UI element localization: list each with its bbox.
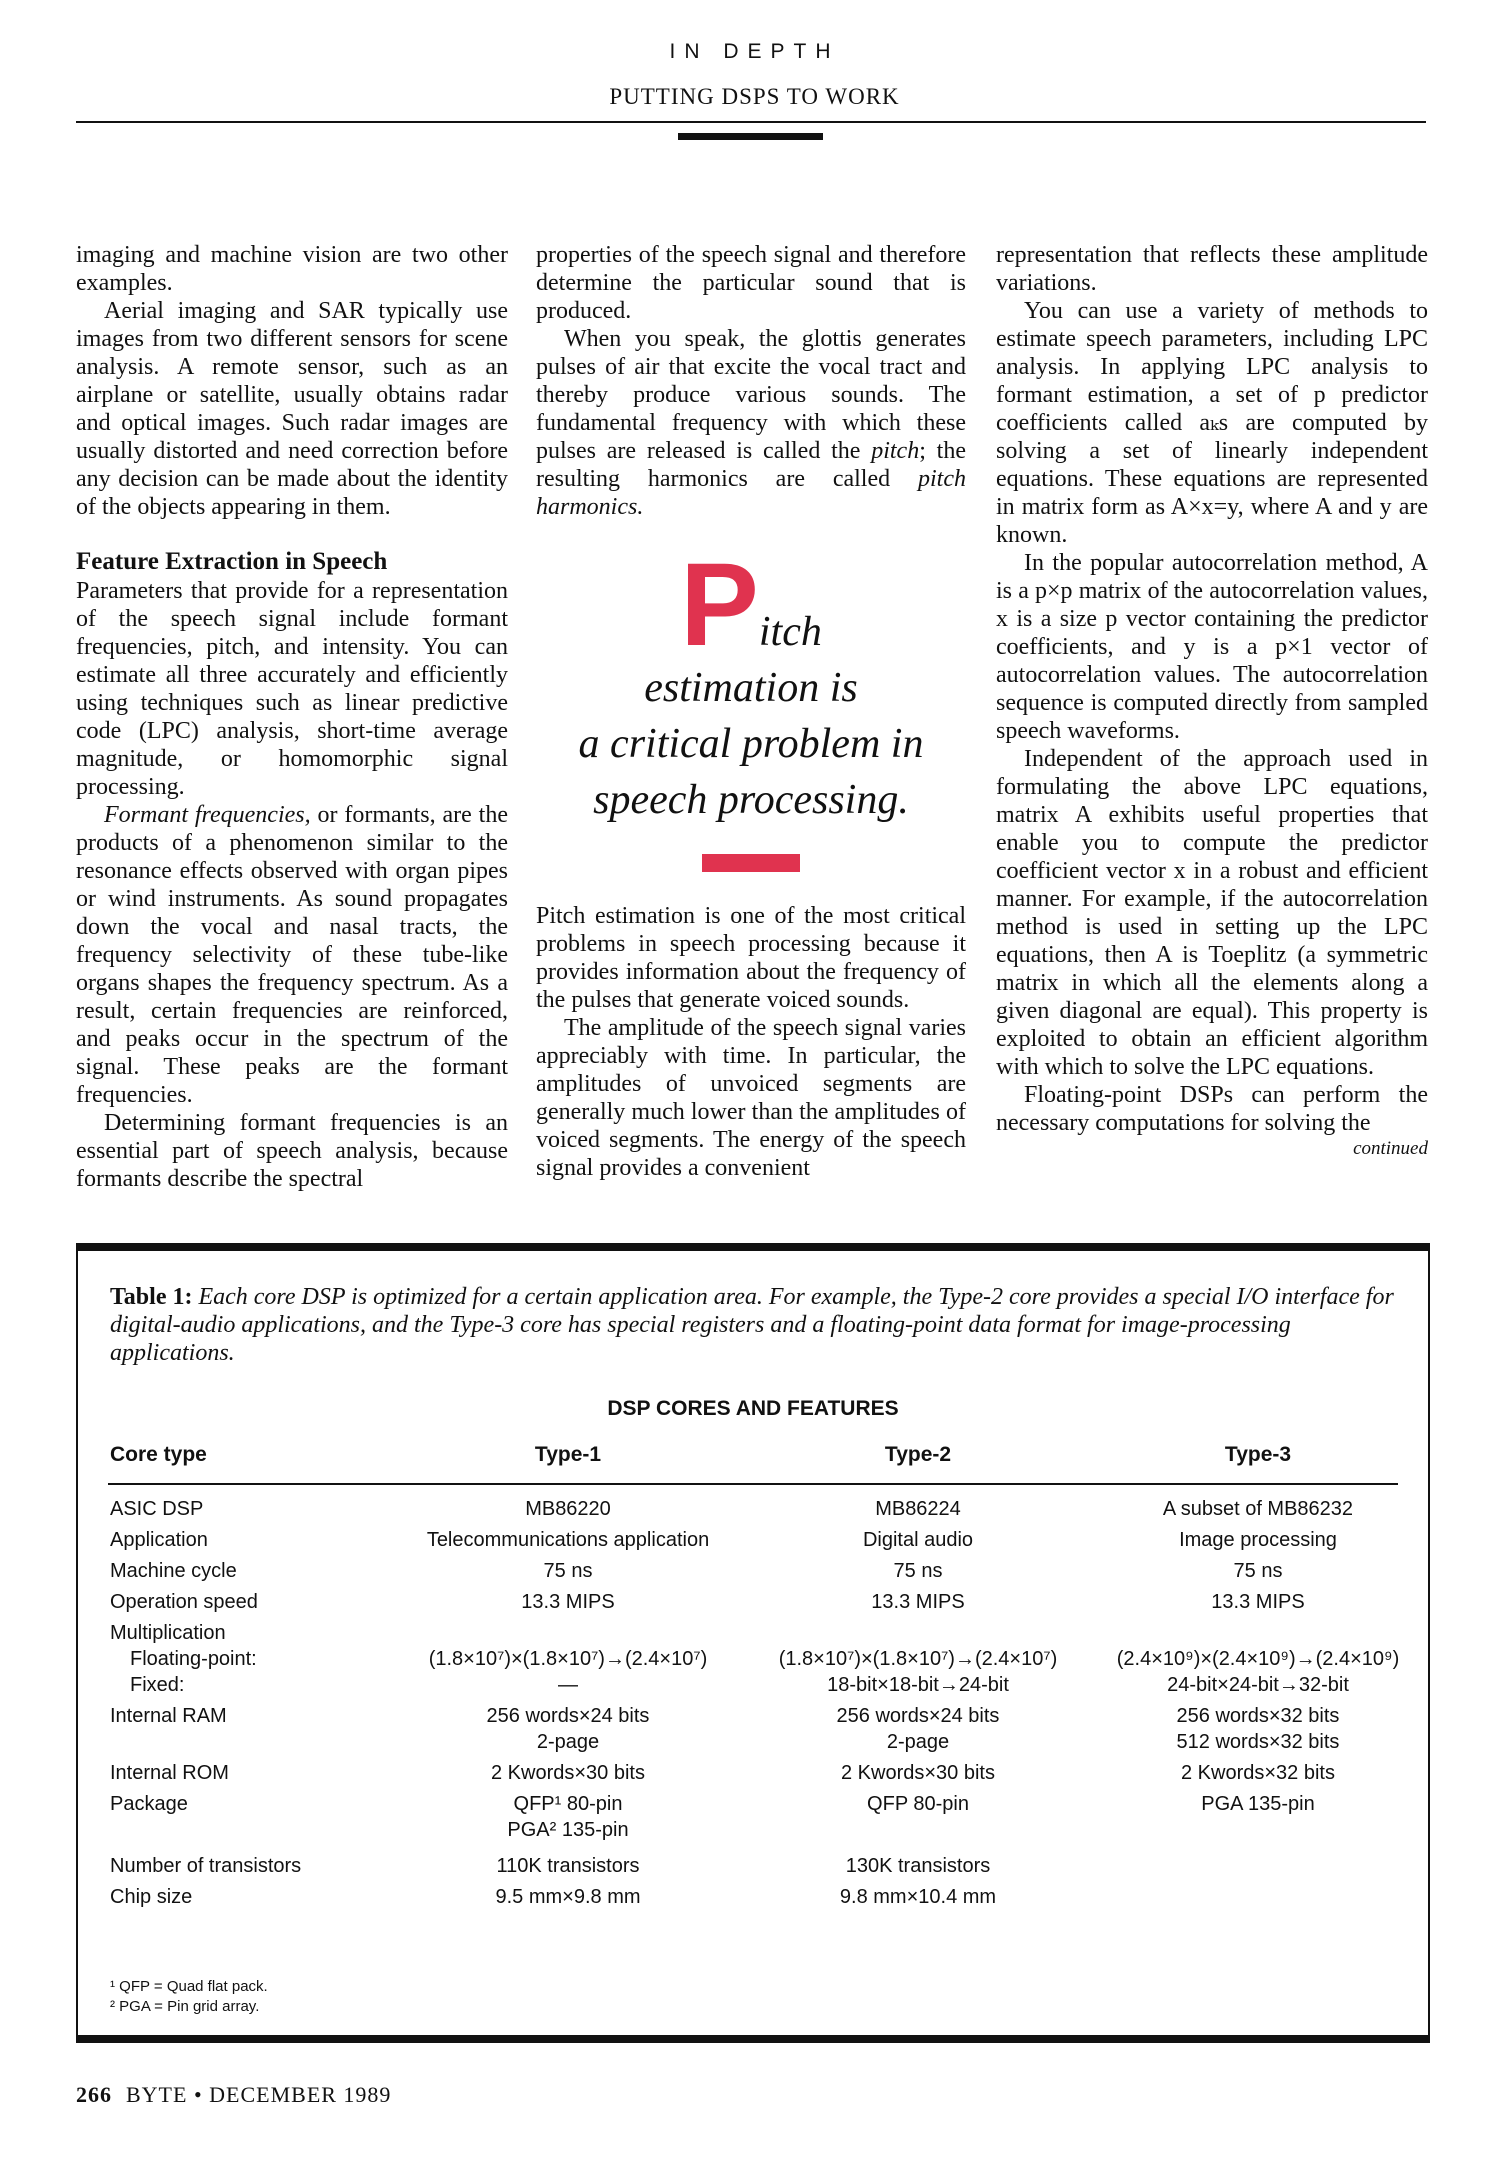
table-cell: Internal RAM bbox=[110, 1705, 227, 1727]
column-2 bbox=[536, 241, 966, 1182]
column-header: Type-2 bbox=[884, 1443, 952, 1466]
table-cell: 9.5 mm×9.8 mm bbox=[495, 1886, 641, 1908]
table-cell: Internal ROM bbox=[110, 1762, 229, 1784]
table-cell: PGA² 135-pin bbox=[507, 1819, 629, 1841]
table-box bbox=[76, 1243, 1430, 2043]
magazine-issue: BYTE • DECEMBER 1989 bbox=[126, 2082, 392, 2107]
column-1 bbox=[76, 241, 508, 1193]
table-cell: Image processing bbox=[1179, 1529, 1337, 1551]
table-cell: ASIC DSP bbox=[110, 1498, 204, 1520]
table-cell: 9.8 mm×10.4 mm bbox=[839, 1886, 997, 1908]
table-caption bbox=[110, 1283, 1400, 1367]
table-cell: 75 ns bbox=[893, 1560, 943, 1582]
table-cell: (1.8×10⁷)×(1.8×10⁷)→(2.4×10⁷) bbox=[428, 1648, 708, 1670]
subheading: Feature Extraction in Speech bbox=[76, 548, 388, 575]
table-cell: 2 Kwords×32 bits bbox=[1181, 1762, 1335, 1784]
table-cell: MB86224 bbox=[875, 1498, 961, 1520]
table-cell: 2 Kwords×30 bits bbox=[841, 1762, 995, 1784]
table-cell: (1.8×10⁷)×(1.8×10⁷)→(2.4×10⁷) bbox=[778, 1648, 1058, 1670]
table-cell: 256 words×24 bits bbox=[486, 1705, 650, 1727]
table-cell: 2-page bbox=[886, 1731, 950, 1753]
column-3 bbox=[996, 241, 1428, 1161]
caption-text: Each core DSP is optimized for a certain application area. For example, the Type-2 core provides a special I/O interface for digital-audio applications, and the Type-3 core has special registers and a floating-point data format for image-processing applications. bbox=[110, 1284, 1394, 1366]
table-cell: Machine cycle bbox=[110, 1560, 237, 1582]
table-cell: PGA 135-pin bbox=[1201, 1793, 1315, 1815]
table-cell: 256 words×24 bits bbox=[836, 1705, 1000, 1727]
article-title: PUTTING DSPS TO WORK bbox=[609, 84, 900, 109]
table-cell: Floating-point: bbox=[130, 1648, 257, 1670]
page-number: 266 bbox=[76, 2082, 112, 2107]
paragraph: Pitch estimation is one of the most critical problems in speech processing because it provides information about the frequency of the pulses that generate voiced sounds. bbox=[536, 903, 966, 1013]
table-cell: Multiplication bbox=[110, 1622, 226, 1644]
table-cell: 24-bit×24-bit→32-bit bbox=[1167, 1674, 1349, 1696]
footnote: ² PGA = Pin grid array. bbox=[110, 1998, 260, 2015]
header-rule bbox=[76, 121, 1426, 123]
pull-quote-line: a critical problem in bbox=[578, 721, 924, 767]
paragraph-text: ; the resulting harmonics are called bbox=[536, 438, 966, 492]
table-cell: 2-page bbox=[536, 1731, 600, 1753]
table-cell: Chip size bbox=[110, 1886, 193, 1908]
paragraph bbox=[76, 801, 508, 1109]
column-header: Core type bbox=[110, 1443, 207, 1466]
header-bar bbox=[678, 133, 823, 140]
table-cell: 110K transistors bbox=[496, 1855, 640, 1877]
table-cell: Number of transistors bbox=[110, 1855, 302, 1877]
table-cell: Package bbox=[110, 1793, 188, 1815]
paragraph: Parameters that provide for a representation of the speech signal include formant frequencies, pitch, and intensity. You can estimate all three accurately and efficiently using techniques such as linear predictive code (LPC) analysis, short-time average magnitude, or homomorphic signal processing. bbox=[76, 578, 508, 800]
table-cell: Operation speed bbox=[110, 1591, 258, 1613]
table-cell: QFP¹ 80-pin bbox=[513, 1793, 623, 1815]
table-cell: QFP 80-pin bbox=[867, 1793, 969, 1815]
table-cell: MB86220 bbox=[525, 1498, 611, 1520]
pull-quote bbox=[536, 539, 966, 872]
pull-quote-line: speech processing. bbox=[593, 777, 909, 823]
table-cell: Fixed: bbox=[130, 1674, 185, 1696]
column-header: Type-3 bbox=[1224, 1443, 1292, 1466]
paragraph: Aerial imaging and SAR typically use images from two different sensors for scene analysis. A remote sensor, such as an airplane or satellite, usually obtains radar and optical images. Such radar images are usually distorted and need correction before any decision can be made about the identity of the objects appearing in them. bbox=[76, 298, 508, 520]
paragraph: Determining formant frequencies is an essential part of speech analysis, because formants describe the spectral bbox=[76, 1110, 508, 1192]
paragraph: You can use a variety of methods to estimate speech parameters, including LPC analysis. In applying LPC analysis to formant estimation, a set of p predictor coefficients called aₖs are computed by solving a set of linearly independent equations. These equations are represented in matrix form as A×x=y, where A and y are known. bbox=[996, 298, 1428, 548]
table-cell: 13.3 MIPS bbox=[1211, 1591, 1305, 1613]
paragraph: Floating-point DSPs can perform the necessary computations for solving the bbox=[996, 1082, 1428, 1136]
table-cell: A subset of MB86232 bbox=[1162, 1498, 1354, 1520]
table-cell: 13.3 MIPS bbox=[521, 1591, 615, 1613]
drop-cap: P bbox=[680, 539, 759, 671]
continued-label: continued bbox=[1353, 1138, 1428, 1159]
paragraph-text: When you speak, the glottis generates pulses of air that excite the vocal tract and thereby produce various sounds. The fundamental frequency with which these pulses are released is called the bbox=[536, 326, 966, 464]
table-cell: 2 Kwords×30 bits bbox=[491, 1762, 645, 1784]
section-label: IN DEPTH bbox=[669, 40, 840, 63]
pull-quote-bar bbox=[702, 854, 800, 872]
table-cell: 130K transistors bbox=[845, 1855, 991, 1877]
table-cell: Application bbox=[110, 1529, 208, 1551]
table-rule bbox=[108, 1483, 1398, 1485]
table-cell: 13.3 MIPS bbox=[871, 1591, 965, 1613]
emphasis: pitch harmonics. bbox=[536, 466, 966, 520]
table-cell: (2.4×10⁹)×(2.4×10⁹)→(2.4×10⁹) bbox=[1116, 1648, 1400, 1670]
page-footer bbox=[76, 2082, 391, 2108]
paragraph-text: or formants, are the products of a phenomenon similar to the resonance effects observed with organ pipes or wind instruments. As sound propagates down the vocal and nasal tracts, the frequency selectivity of these tube-like organs shapes the frequency spectrum. As a result, certain frequencies are reinforced, and peaks occur in the spectrum of the signal. These peaks are the formant frequencies. bbox=[76, 802, 509, 1108]
table-cell: Telecommunications application bbox=[426, 1529, 710, 1551]
emphasis: pitch bbox=[871, 438, 920, 464]
footnote: ¹ QFP = Quad flat pack. bbox=[110, 1978, 268, 1995]
paragraph: imaging and machine vision are two other examples. bbox=[76, 242, 508, 296]
pull-quote-line: estimation is bbox=[644, 665, 858, 711]
table-cell: Digital audio bbox=[862, 1529, 974, 1551]
table-cell: 256 words×32 bits bbox=[1176, 1705, 1340, 1727]
table-title: DSP CORES AND FEATURES bbox=[607, 1397, 899, 1420]
paragraph: In the popular autocorrelation method, A is a p×p matrix of the autocorrelation values, x is a size p vector containing the predictor coefficients, and y is a p×1 vector of autocorrelation values. The autocorrelation sequence is computed directly from sampled speech waveforms. bbox=[996, 550, 1428, 744]
caption-label: Table 1: bbox=[110, 1284, 193, 1310]
paragraph: The amplitude of the speech signal varies appreciably with time. In particular, the amplitudes of unvoiced segments are generally much lower than the amplitudes of voiced segments. The energy of the speech signal provides a convenient bbox=[536, 1015, 966, 1181]
paragraph: Independent of the approach used in formulating the above LPC equations, matrix A exhibits useful properties that enable you to compute the predictor coefficient vector x in a robust and efficient manner. For example, if the autocorrelation method is used in setting up the LPC equations, then A is Toeplitz (a symmetric matrix in which all the elements along a given diagonal are equal). This property is exploited to obtain an efficient algorithm with which to solve the LPC equations. bbox=[996, 746, 1428, 1080]
paragraph: representation that reflects these amplitude variations. bbox=[996, 242, 1428, 296]
paragraph: properties of the speech signal and therefore determine the particular sound that is produced. bbox=[536, 242, 966, 324]
table-cell: 18-bit×18-bit→24-bit bbox=[827, 1674, 1009, 1696]
paragraph bbox=[536, 325, 966, 521]
column-header: Type-1 bbox=[534, 1443, 602, 1466]
table-cell: 75 ns bbox=[543, 1560, 593, 1582]
table-cell: — bbox=[558, 1674, 578, 1696]
pull-quote-line: itch bbox=[758, 609, 822, 655]
table-cell: 512 words×32 bits bbox=[1176, 1731, 1340, 1753]
table-cell: 75 ns bbox=[1233, 1560, 1283, 1582]
emphasis: Formant frequencies, bbox=[104, 802, 311, 828]
